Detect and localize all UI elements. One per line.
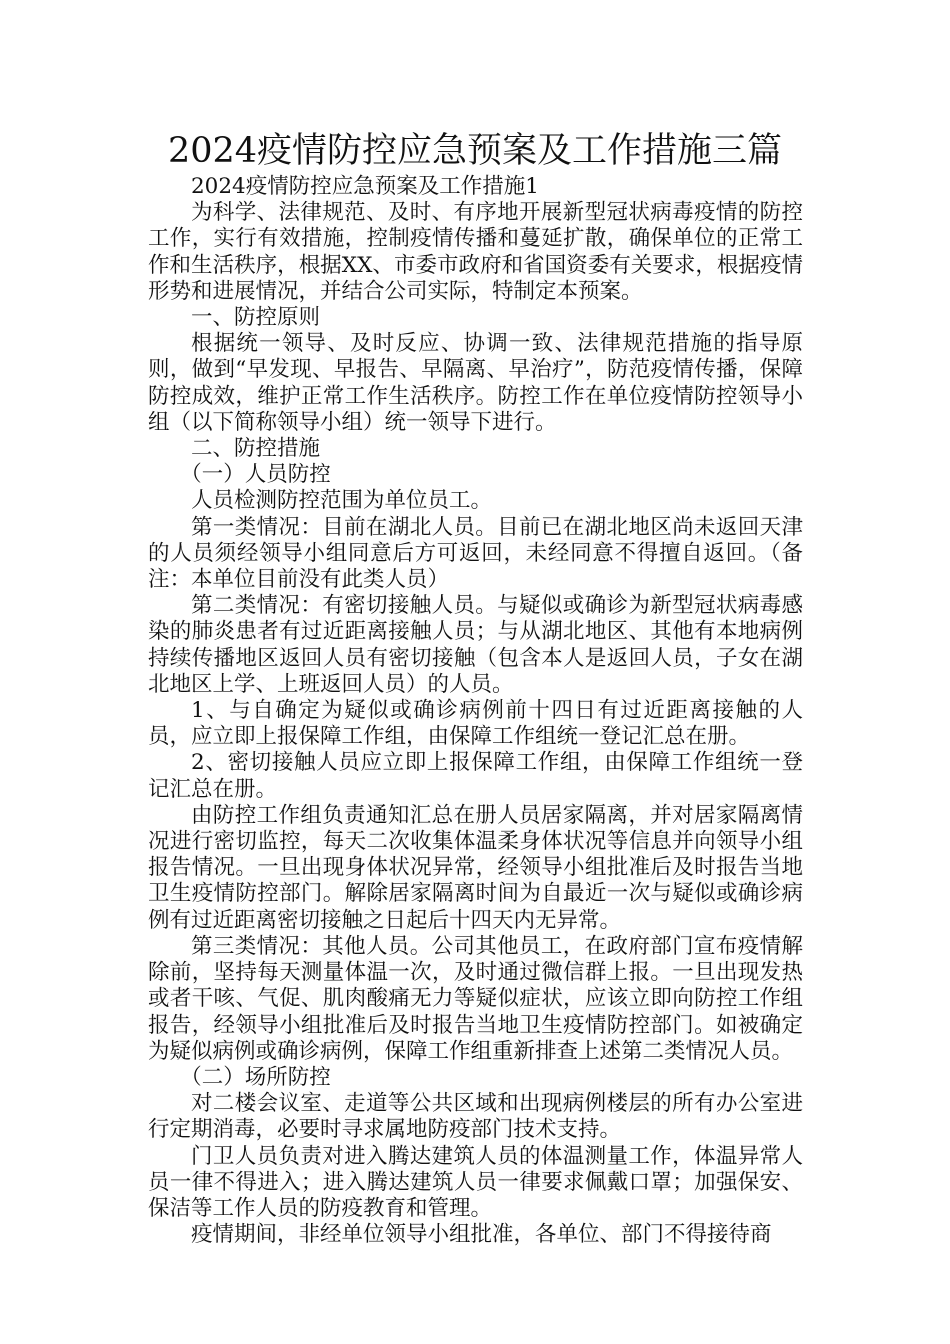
- paragraph: 门卫人员负责对进入腾达建筑人员的体温测量工作，体温异常人员一律不得进入；进入腾达建筑人员一律要求佩戴口罩；加强保安、保洁等工作人员的防疫教育和管理。: [148, 1143, 803, 1221]
- section-heading: 二、防控措施: [191, 436, 321, 462]
- paragraph: 第二类情况：有密切接触人员。与疑似或确诊为新型冠状病毒感染的肺炎患者有过近距离接触人员；与从湖北地区、其他有本地病例持续传播地区返回人员有密切接触（包含本人是返回人员，子女在湖北地区上学、上班返回人员）的人员。: [148, 593, 803, 697]
- paragraph: 疫情期间，非经单位领导小组批准，各单位、部门不得接待商: [191, 1222, 772, 1248]
- document-title: 2024疫情防控应急预案及工作措施三篇: [167, 131, 783, 171]
- paragraph: 1、与自确定为疑似或确诊病例前十四日有过近距离接触的人员，应立即上报保障工作组，由保障工作组统一登记汇总在册。: [148, 698, 803, 750]
- subsection-heading: （一）人员防控: [180, 462, 331, 488]
- section-heading: 2024疫情防控应急预案及工作措施1: [191, 174, 539, 199]
- section-heading: 一、防控原则: [191, 305, 321, 331]
- subsection-heading: （二）场所防控: [180, 1064, 331, 1090]
- paragraph: 为科学、法律规范、及时、有序地开展新型冠状病毒疫情的防控工作，实行有效措施，控制疫情传播和蔓延扩散，确保单位的正常工作和生活秩序，根据XX、市委市政府和省国资委有关要求，根据疫情形势和进展情况，并结合公司实际，特制定本预案。: [148, 200, 803, 304]
- paragraph: 对二楼会议室、走道等公共区域和出现病例楼层的所有办公室进行定期消毒，必要时寻求属地防疫部门技术支持。: [148, 1091, 803, 1143]
- paragraph: 第三类情况：其他人员。公司其他员工，在政府部门宣布疫情解除前，坚持每天测量体温一次，及时通过微信群上报。一旦出现发热或者干咳、气促、肌肉酸痛无力等疑似症状，应该立即向防控工作组报告，经领导小组批准后及时报告当地卫生疫情防控部门。如被确定为疑似病例或确诊病例，保障工作组重新排查上述第二类情况人员。: [148, 933, 803, 1064]
- paragraph: 2、密切接触人员应立即上报保障工作组，由保障工作组统一登记汇总在册。: [148, 750, 803, 802]
- paragraph: 根据统一领导、及时反应、协调一致、法律规范措施的指导原则，做到“早发现、早报告、早隔离、早治疗”，防范疫情传播，保障防控成效，维护正常工作生活秩序。防控工作在单位疫情防控领导小组（以下简称领导小组）统一领导下进行。: [148, 331, 803, 435]
- paragraph: 第一类情况：目前在湖北人员。目前已在湖北地区尚未返回天津的人员须经领导小组同意后方可返回，未经同意不得擅自返回。（备注：本单位目前没有此类人员）: [148, 514, 803, 593]
- paragraph: 人员检测防控范围为单位员工。: [191, 488, 493, 514]
- paragraph: 由防控工作组负责通知汇总在册人员居家隔离，并对居家隔离情况进行密切监控，每天二次收集体温柔身体状况等信息并向领导小组报告情况。一旦出现身体状况异常，经领导小组批准后及时报告当地卫生疫情防控部门。解除居家隔离时间为自最近一次与疑似或确诊病例有过近距离密切接触之日起后十四天内无异常。: [148, 802, 803, 933]
- document-body: [148, 174, 803, 1248]
